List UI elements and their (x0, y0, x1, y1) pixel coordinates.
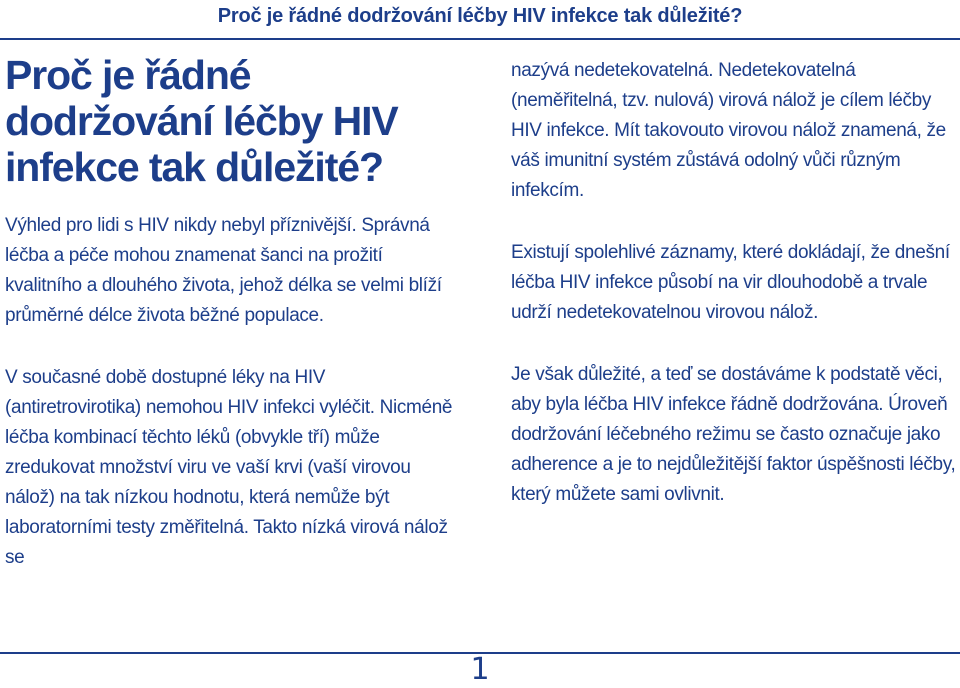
header-rule (0, 38, 960, 40)
page-title: Proč je řádné dodržování léčby HIV infekce tak důležité? (5, 52, 398, 190)
page-number: 1 (470, 652, 490, 687)
running-header: Proč je řádné dodržování léčby HIV infekce tak důležité? (217, 5, 743, 27)
left-column (5, 52, 457, 573)
paragraph-evidence: Existují spolehlivé záznamy, které dokládají, že dnešní léčba HIV infekce působí na vir dlouhodobě a trvale udrží nedetekovatelnou virovou nálož. (511, 242, 950, 323)
paragraph-outlook: Výhled pro lidi s HIV nikdy nebyl příznivější. Správná léčba a péče mohou znamenat šanci na prožití kvalitního a dlouhého života, jehož délka se velmi blíží průměrné délce života běžné populace. (5, 215, 442, 326)
paragraph-undetectable: nazývá nedetekovatelná. Nedetekovatelná (neměřitelná, tzv. nulová) virová nálož je cílem léčby HIV infekce. Mít takovouto virovou nálož znamená, že váš imunitní systém zůstává odolný vůči různým infekcím. (511, 60, 946, 201)
paragraph-adherence: Je však důležité, a teď se dostáváme k podstatě věci, aby byla léčba HIV infekce řádně dodržována. Úroveň dodržování léčebného režimu se často označuje jako adherence a je to nejdůležitější faktor úspěšnosti léčby, který můžete sami ovlivnit. (511, 364, 956, 505)
right-column (511, 52, 956, 510)
paragraph-medications: V současné době dostupné léky na HIV (antiretrovirotika) nemohou HIV infekci vyléčit. Nicméně léčba kombinací těchto léků (obvykle tří) může zredukovat množství viru ve vaší krvi (vaší virovou nálož) na tak nízkou hodnotu, která nemůže být laboratorními testy změřitelná. Takto nízká virová nálož se (5, 367, 453, 568)
